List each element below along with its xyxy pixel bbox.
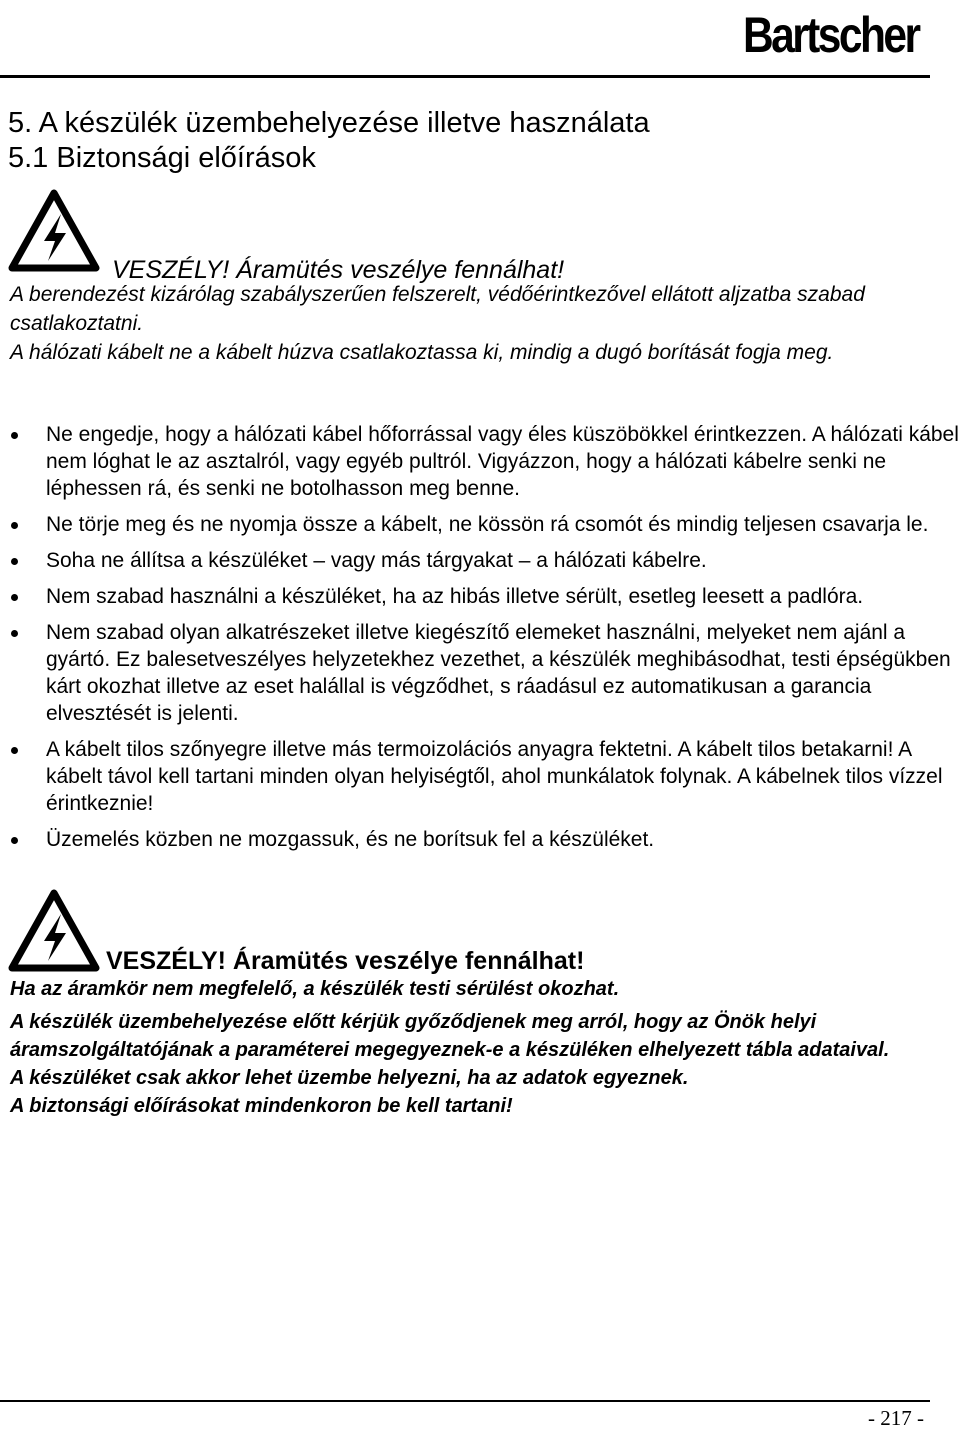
header-divider xyxy=(0,75,930,78)
danger-paragraph: A berendezést kizárólag szabályszerűen felszerelt, védőérintkezővel ellátott aljzatba szabad csatlakoztatni. xyxy=(10,283,865,335)
danger-title: VESZÉLY! Áramütés veszélye fennálhat! xyxy=(106,947,585,975)
list-item: Soha ne állítsa a készüléket – vagy más tárgyakat – a hálózati kábelre. xyxy=(10,547,960,574)
list-item: Ne törje meg és ne nyomja össze a kábelt, ne kössön rá csomót és mindig teljesen csavarja le. xyxy=(10,511,960,538)
danger-paragraph: A készüléket csak akkor lehet üzembe helyezni, ha az adatok egyeznek. xyxy=(10,1067,689,1089)
danger-title: VESZÉLY! Áramütés veszélye fennálhat! xyxy=(112,256,565,284)
list-item: Üzemelés közben ne mozgassuk, és ne borítsuk fel a készüléket. xyxy=(10,826,960,853)
list-item: A kábelt tilos szőnyegre illetve más termoizolációs anyagra fektetni. A kábelt tilos betakarni! A kábelt távol kell tartani minden olyan helyiségtől, ahol munkálatok folynak. A kábelnek tilos vízzel érintkeznie! xyxy=(10,736,960,817)
danger-text-block xyxy=(10,280,940,367)
safety-bullet-list xyxy=(10,421,960,862)
danger-paragraph: Ha az áramkör nem megfelelő, a készülék testi sérülést okozhat. xyxy=(10,978,620,1000)
brand-logo: Bartscher xyxy=(742,7,918,63)
list-item: Ne engedje, hogy a hálózati kábel hőforrással vagy éles küszöbökkel érintkezzen. A hálózati kábel nem lóghat le az asztalról, vagy egyéb pultról. Vigyázzon, hogy a hálózati kábelre senki ne léphessen rá, és senki ne botolhasson meg benne. xyxy=(10,421,960,502)
section-subheading: 5.1 Biztonsági előírások xyxy=(8,142,316,174)
list-item: Nem szabad olyan alkatrészeket illetve kiegészítő elemeket használni, melyeket nem ajánl a gyártó. Ez balesetveszélyes helyzetekhez vezethet, a készülék meghibásodhat, testi épségükben kárt okozhat illetve az eset halállal is végződhet, s ráadásul ez automatikusan a garancia elvesztését is jelenti. xyxy=(10,619,960,727)
list-item: Nem szabad használni a készüléket, ha az hibás illetve sérült, esetleg leesett a padlóra. xyxy=(10,583,960,610)
page-number: - 217 - xyxy=(868,1406,924,1430)
danger-paragraph: A készülék üzembehelyezése előtt kérjük győződjenek meg arról, hogy az Önök helyi áramszolgáltatójának a paraméterei megegyeznek-e a készüléken elhelyezett tábla adataival. xyxy=(10,1011,890,1061)
high-voltage-warning-icon xyxy=(8,188,100,272)
high-voltage-warning-icon xyxy=(8,888,100,972)
danger-paragraph: A biztonsági előírásokat mindenkoron be kell tartani! xyxy=(10,1095,513,1117)
section-heading: 5. A készülék üzembehelyezése illetve használata xyxy=(8,107,650,139)
danger-paragraph: A hálózati kábelt ne a kábelt húzva csatlakoztassa ki, mindig a dugó borítását fogja meg. xyxy=(10,341,834,364)
footer-divider xyxy=(0,1400,930,1402)
danger-text-block xyxy=(10,975,955,1120)
